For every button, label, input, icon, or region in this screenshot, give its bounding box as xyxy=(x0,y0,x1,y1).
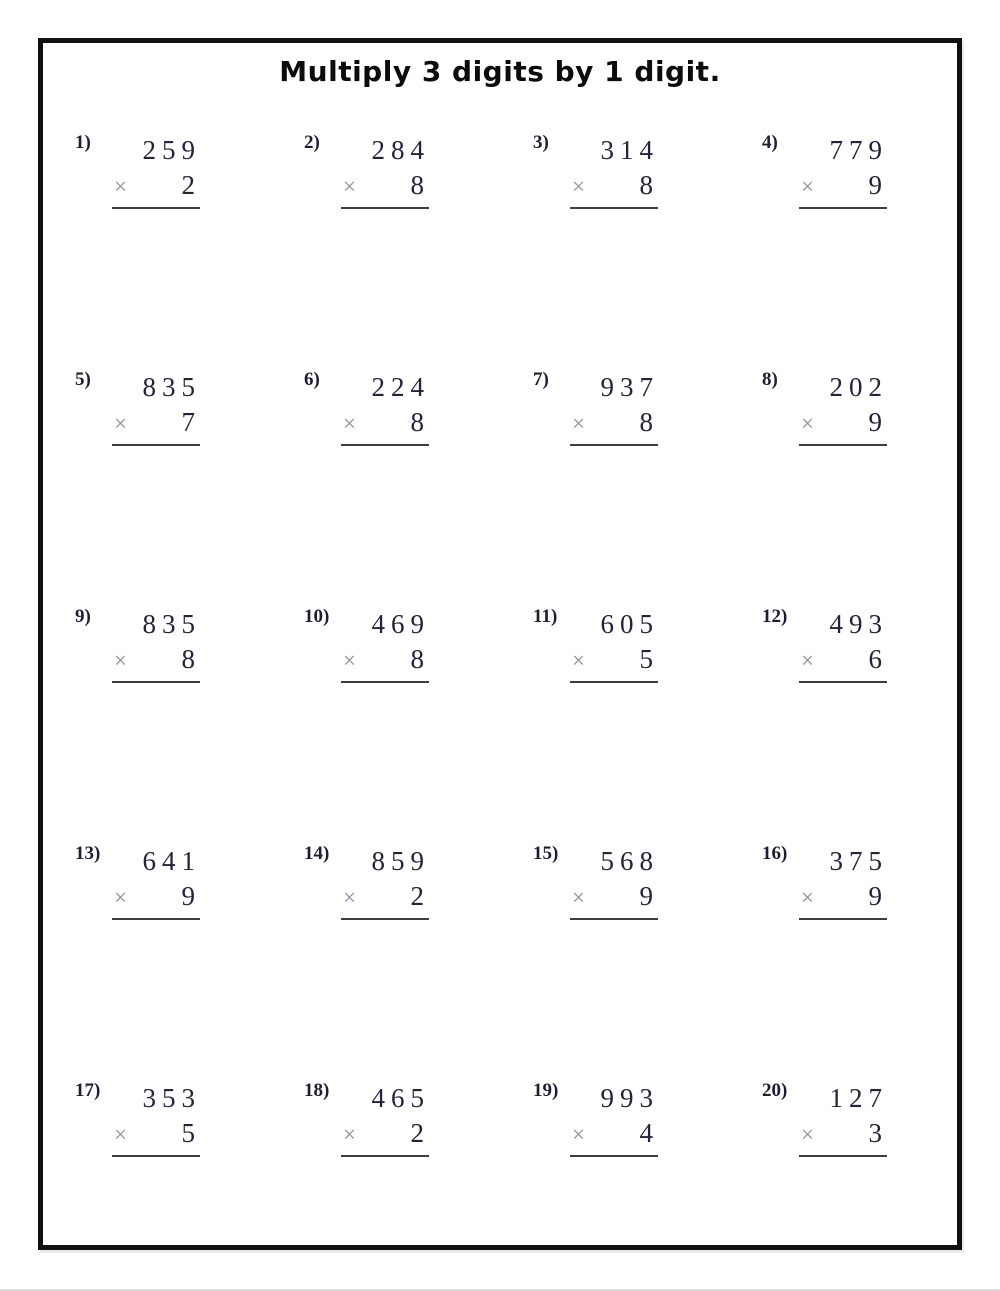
multiplier-row xyxy=(341,878,429,916)
worksheet-title: Multiply 3 digits by 1 digit. xyxy=(279,55,721,88)
problem-number: 17) xyxy=(75,1080,101,1101)
problem-number: 11) xyxy=(533,606,558,627)
problem-body xyxy=(341,836,429,920)
multiplicand-digits: 259 xyxy=(142,135,201,165)
answer-line[interactable] xyxy=(341,681,429,683)
multiplicand xyxy=(112,599,200,641)
multiplier-row xyxy=(799,641,887,679)
answer-line[interactable] xyxy=(570,918,658,920)
multiplicand-digits: 224 xyxy=(371,372,430,402)
multiplier: 2 xyxy=(410,1118,424,1148)
problem-cell xyxy=(272,362,501,599)
multiplicand-digits: 493 xyxy=(829,609,888,639)
multiplier-row xyxy=(112,1115,200,1153)
times-icon: × xyxy=(801,174,814,199)
problem-number: 1) xyxy=(75,132,91,153)
times-icon: × xyxy=(572,411,585,436)
problem-cell xyxy=(43,362,272,599)
multiplier-row xyxy=(341,1115,429,1153)
problem-body xyxy=(341,125,429,209)
multiplicand-digits: 993 xyxy=(600,1083,659,1113)
problem-body xyxy=(112,125,200,209)
answer-line[interactable] xyxy=(112,207,200,209)
multiplicand xyxy=(570,599,658,641)
problem-cell xyxy=(43,599,272,836)
multiplier-row xyxy=(570,641,658,679)
multiplicand-digits: 284 xyxy=(371,135,430,165)
multiplicand-digits: 835 xyxy=(142,609,201,639)
problem-cell xyxy=(272,1073,501,1250)
multiplicand xyxy=(341,125,429,167)
multiplicand xyxy=(112,1073,200,1115)
problem-number: 20) xyxy=(762,1080,788,1101)
times-icon: × xyxy=(114,1122,127,1147)
times-icon: × xyxy=(343,648,356,673)
multiplier: 8 xyxy=(639,407,653,437)
problem-number: 10) xyxy=(304,606,330,627)
multiplier-row xyxy=(799,878,887,916)
problem-number: 18) xyxy=(304,1080,330,1101)
multiplier: 9 xyxy=(181,881,195,911)
multiplier-row xyxy=(799,1115,887,1153)
multiplicand-digits: 127 xyxy=(829,1083,888,1113)
multiplicand xyxy=(112,836,200,878)
problem-cell xyxy=(43,125,272,362)
problem-number: 13) xyxy=(75,843,101,864)
problem-body xyxy=(799,599,887,683)
multiplicand xyxy=(799,836,887,878)
times-icon: × xyxy=(343,174,356,199)
times-icon: × xyxy=(114,174,127,199)
answer-line[interactable] xyxy=(799,918,887,920)
multiplicand xyxy=(341,836,429,878)
multiplier: 2 xyxy=(181,170,195,200)
problem-number: 14) xyxy=(304,843,330,864)
multiplier-row xyxy=(112,641,200,679)
answer-line[interactable] xyxy=(341,207,429,209)
problem-body xyxy=(570,599,658,683)
answer-line[interactable] xyxy=(112,444,200,446)
problem-cell xyxy=(43,1073,272,1250)
problem-number: 16) xyxy=(762,843,788,864)
multiplier: 9 xyxy=(639,881,653,911)
multiplier-row xyxy=(570,404,658,442)
problem-cell xyxy=(501,599,730,836)
answer-line[interactable] xyxy=(570,1155,658,1157)
multiplier: 8 xyxy=(410,644,424,674)
problem-cell xyxy=(501,362,730,599)
problem-cell xyxy=(730,362,959,599)
multiplicand-digits: 937 xyxy=(600,372,659,402)
multiplicand-digits: 605 xyxy=(600,609,659,639)
multiplier: 5 xyxy=(181,1118,195,1148)
multiplier-row xyxy=(341,404,429,442)
multiplier: 2 xyxy=(410,881,424,911)
multiplicand xyxy=(570,362,658,404)
answer-line[interactable] xyxy=(570,444,658,446)
problem-body xyxy=(112,599,200,683)
problem-body xyxy=(112,1073,200,1157)
times-icon: × xyxy=(572,1122,585,1147)
multiplier: 9 xyxy=(868,170,882,200)
problem-number: 2) xyxy=(304,132,320,153)
answer-line[interactable] xyxy=(112,681,200,683)
problem-body xyxy=(570,1073,658,1157)
multiplier-row xyxy=(799,404,887,442)
multiplicand xyxy=(799,1073,887,1115)
multiplicand xyxy=(112,362,200,404)
problem-body xyxy=(112,362,200,446)
times-icon: × xyxy=(114,411,127,436)
multiplicand xyxy=(799,599,887,641)
multiplier-row xyxy=(112,878,200,916)
problem-number: 9) xyxy=(75,606,91,627)
problem-cell xyxy=(272,836,501,1073)
problem-body xyxy=(341,599,429,683)
multiplicand-digits: 469 xyxy=(371,609,430,639)
answer-line[interactable] xyxy=(112,918,200,920)
multiplier: 8 xyxy=(639,170,653,200)
problem-body xyxy=(112,836,200,920)
problems-grid xyxy=(43,125,959,1250)
multiplier: 6 xyxy=(868,644,882,674)
multiplicand-digits: 779 xyxy=(829,135,888,165)
multiplier: 5 xyxy=(639,644,653,674)
times-icon: × xyxy=(801,885,814,910)
multiplier-row xyxy=(799,167,887,205)
times-icon: × xyxy=(343,885,356,910)
problem-body xyxy=(799,1073,887,1157)
multiplicand xyxy=(799,125,887,167)
multiplier-row xyxy=(341,167,429,205)
multiplier: 8 xyxy=(181,644,195,674)
multiplicand xyxy=(799,362,887,404)
multiplicand-digits: 641 xyxy=(142,846,201,876)
problem-body xyxy=(799,125,887,209)
multiplier-row xyxy=(112,167,200,205)
worksheet-frame xyxy=(38,38,962,1250)
multiplicand-digits: 465 xyxy=(371,1083,430,1113)
multiplier-row xyxy=(570,1115,658,1153)
times-icon: × xyxy=(801,411,814,436)
times-icon: × xyxy=(572,648,585,673)
problem-number: 7) xyxy=(533,369,549,390)
multiplicand-digits: 859 xyxy=(371,846,430,876)
times-icon: × xyxy=(114,648,127,673)
multiplicand xyxy=(570,1073,658,1115)
multiplier: 9 xyxy=(868,407,882,437)
problem-cell xyxy=(730,125,959,362)
answer-line[interactable] xyxy=(799,1155,887,1157)
answer-line[interactable] xyxy=(112,1155,200,1157)
multiplicand xyxy=(341,599,429,641)
problem-body xyxy=(341,362,429,446)
problem-cell xyxy=(272,125,501,362)
multiplier: 8 xyxy=(410,407,424,437)
answer-line[interactable] xyxy=(341,444,429,446)
answer-line[interactable] xyxy=(341,1155,429,1157)
times-icon: × xyxy=(801,648,814,673)
problem-body xyxy=(570,836,658,920)
problem-number: 4) xyxy=(762,132,778,153)
times-icon: × xyxy=(343,1122,356,1147)
problem-cell xyxy=(730,836,959,1073)
multiplier-row xyxy=(112,404,200,442)
multiplier: 3 xyxy=(868,1118,882,1148)
answer-line[interactable] xyxy=(570,681,658,683)
multiplicand xyxy=(112,125,200,167)
problem-body xyxy=(799,362,887,446)
multiplicand xyxy=(341,1073,429,1115)
multiplicand xyxy=(570,125,658,167)
answer-line[interactable] xyxy=(799,681,887,683)
multiplicand-digits: 375 xyxy=(829,846,888,876)
multiplier-row xyxy=(570,167,658,205)
answer-line[interactable] xyxy=(570,207,658,209)
problem-cell xyxy=(272,599,501,836)
problem-cell xyxy=(501,1073,730,1250)
times-icon: × xyxy=(572,885,585,910)
multiplier-row xyxy=(570,878,658,916)
problem-body xyxy=(341,1073,429,1157)
multiplicand xyxy=(341,362,429,404)
answer-line[interactable] xyxy=(341,918,429,920)
multiplicand-digits: 353 xyxy=(142,1083,201,1113)
multiplier: 4 xyxy=(639,1118,653,1148)
problem-cell xyxy=(501,836,730,1073)
multiplicand-digits: 314 xyxy=(600,135,659,165)
problem-body xyxy=(570,362,658,446)
times-icon: × xyxy=(572,174,585,199)
problem-number: 8) xyxy=(762,369,778,390)
multiplier: 8 xyxy=(410,170,424,200)
problem-body xyxy=(570,125,658,209)
multiplicand-digits: 568 xyxy=(600,846,659,876)
problem-number: 12) xyxy=(762,606,788,627)
problem-number: 19) xyxy=(533,1080,559,1101)
multiplicand-digits: 835 xyxy=(142,372,201,402)
problem-number: 5) xyxy=(75,369,91,390)
problem-cell xyxy=(501,125,730,362)
times-icon: × xyxy=(343,411,356,436)
problem-cell xyxy=(43,836,272,1073)
multiplier: 9 xyxy=(868,881,882,911)
times-icon: × xyxy=(114,885,127,910)
multiplicand-digits: 202 xyxy=(829,372,888,402)
problem-cell xyxy=(730,1073,959,1250)
multiplicand xyxy=(570,836,658,878)
multiplier-row xyxy=(341,641,429,679)
problem-number: 6) xyxy=(304,369,320,390)
problem-number: 15) xyxy=(533,843,559,864)
problem-body xyxy=(799,836,887,920)
times-icon: × xyxy=(801,1122,814,1147)
problem-number: 3) xyxy=(533,132,549,153)
answer-line[interactable] xyxy=(799,444,887,446)
answer-line[interactable] xyxy=(799,207,887,209)
problem-cell xyxy=(730,599,959,836)
multiplier: 7 xyxy=(181,407,195,437)
